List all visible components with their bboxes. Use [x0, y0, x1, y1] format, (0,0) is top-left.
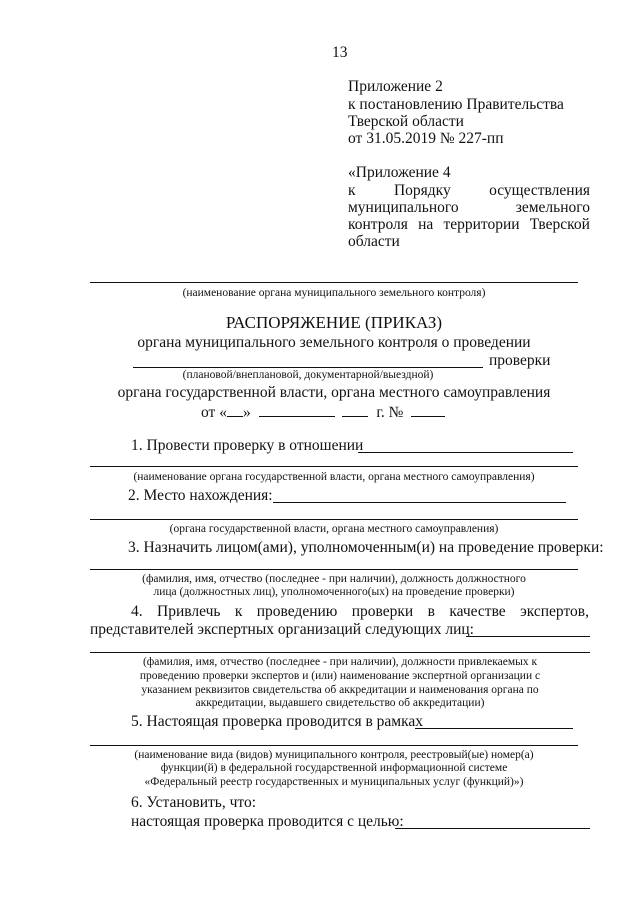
authority-line: органа государственной власти, органа местного самоуправления: [117, 384, 551, 401]
item-1-label: 1. Провести проверку в отношении: [131, 437, 364, 454]
annex-line-3: [348, 199, 590, 217]
annex-line-4: [348, 216, 590, 234]
item-4-line-2: представителей экспертных организаций следующих лиц:: [90, 621, 474, 638]
item-2-continuation-line[interactable]: [90, 519, 578, 520]
item-4-word: в: [427, 603, 435, 620]
item-4-word: экспертов,: [520, 603, 589, 620]
annex-line-5: области: [348, 233, 400, 250]
item-4-caption-3: указанием реквизитов свидетельства об аккредитации и наименования органа по: [141, 684, 539, 696]
item-5-field[interactable]: [415, 728, 573, 729]
item-5-caption-2: функции(й) в федеральной государственной информационной системе: [160, 762, 508, 774]
item-4-word: к: [234, 603, 243, 620]
document-subtitle: органа муниципального земельного контроля о проведении: [137, 334, 531, 351]
item-2-caption: (органа государственной власти, органа местного самоуправления): [169, 523, 499, 535]
item-2-label: 2. Место нахождения:: [128, 487, 273, 504]
page-number: 13: [332, 44, 348, 61]
date-day-field[interactable]: [227, 402, 243, 417]
annex-word: территории: [443, 216, 520, 233]
date-month-field[interactable]: [259, 402, 335, 417]
date-year-number-label: г. №: [376, 404, 404, 421]
annex-word: к: [348, 182, 356, 199]
item-4-word: качестве: [449, 603, 506, 620]
annex-word: земельного: [515, 199, 590, 216]
inspection-caption: (плановой/внеплановой, документарной/выездной): [182, 369, 434, 381]
item-5-label: 5. Настоящая проверка проводится в рамках: [131, 713, 424, 730]
annex-word: муниципального: [348, 199, 459, 216]
item-6-purpose-field[interactable]: [395, 828, 590, 829]
item-2-field[interactable]: [273, 502, 566, 503]
item-1-caption: (наименование органа государственной власти, органа местного самоуправления): [133, 471, 535, 483]
inspection-type-line: [133, 367, 483, 368]
annex-line-1: «Приложение 4: [348, 164, 451, 181]
item-5-caption-3: «Федеральный реестр государственных и муниципальных услуг (функций)»): [144, 776, 524, 788]
item-3-label: 3. Назначить лицом(ами), уполномоченным(и) на проведение проверки:: [128, 539, 604, 556]
organ-caption: (наименование органа муниципального земельного контроля): [182, 287, 486, 299]
attachment-line-2: к постановлению Правительства: [348, 96, 564, 113]
item-4-caption-4: аккредитации, выдавшего свидетельство об аккредитации): [195, 697, 485, 709]
item-1-continuation-line[interactable]: [90, 466, 578, 467]
item-5-caption-1: (наименование вида (видов) муниципального контроля, реестровый(ые) номер(а): [134, 749, 534, 761]
item-4-word: проверки: [351, 603, 414, 620]
item-4-word: Привлечь: [157, 603, 221, 620]
attachment-line-4: от 31.05.2019 № 227-пп: [348, 130, 504, 147]
item-4-caption-1: (фамилия, имя, отчество (последнее - при наличии), должности привлекаемых к: [142, 656, 538, 668]
item-4-continuation-line[interactable]: [90, 652, 590, 653]
date-mid: »: [242, 404, 251, 421]
annex-word: Тверской: [529, 216, 590, 233]
item-3-field[interactable]: [90, 569, 578, 570]
item-1-field[interactable]: [358, 452, 573, 453]
item-6-purpose-label: настоящая проверка проводится с целью:: [131, 813, 404, 830]
organ-name-line: [90, 282, 578, 283]
date-prefix: от «: [201, 404, 227, 421]
inspection-word: проверки: [489, 352, 551, 369]
item-3-caption-1: (фамилия, имя, отчество (последнее - при наличии), должность должностного: [142, 573, 526, 585]
attachment-line-1: Приложение 2: [348, 78, 443, 95]
item-4-line-1: [131, 603, 589, 621]
annex-word: на: [418, 216, 434, 233]
item-4-caption-2: проведению проверки экспертов и (или) наименование экспертной организации с: [139, 670, 541, 682]
order-number-field[interactable]: [411, 402, 445, 417]
attachment-line-3: Тверской области: [348, 113, 464, 130]
item-3-caption-2: лица (должностных лиц), уполномоченного(ых) на проведение проверки): [153, 586, 515, 598]
date-year-field[interactable]: [342, 402, 368, 417]
annex-word: контроля: [348, 216, 408, 233]
item-4-field[interactable]: [466, 636, 590, 637]
date-line: [201, 402, 445, 422]
annex-word: осуществления: [489, 182, 590, 199]
item-5-continuation-line[interactable]: [90, 745, 578, 746]
annex-word: Порядку: [393, 182, 451, 199]
annex-line-2: [348, 182, 590, 200]
item-4-word: проведению: [256, 603, 338, 620]
item-4-word: 4.: [131, 603, 143, 620]
item-6-label: 6. Установить, что:: [131, 794, 257, 811]
document-title: РАСПОРЯЖЕНИЕ (ПРИКАЗ): [225, 313, 443, 332]
